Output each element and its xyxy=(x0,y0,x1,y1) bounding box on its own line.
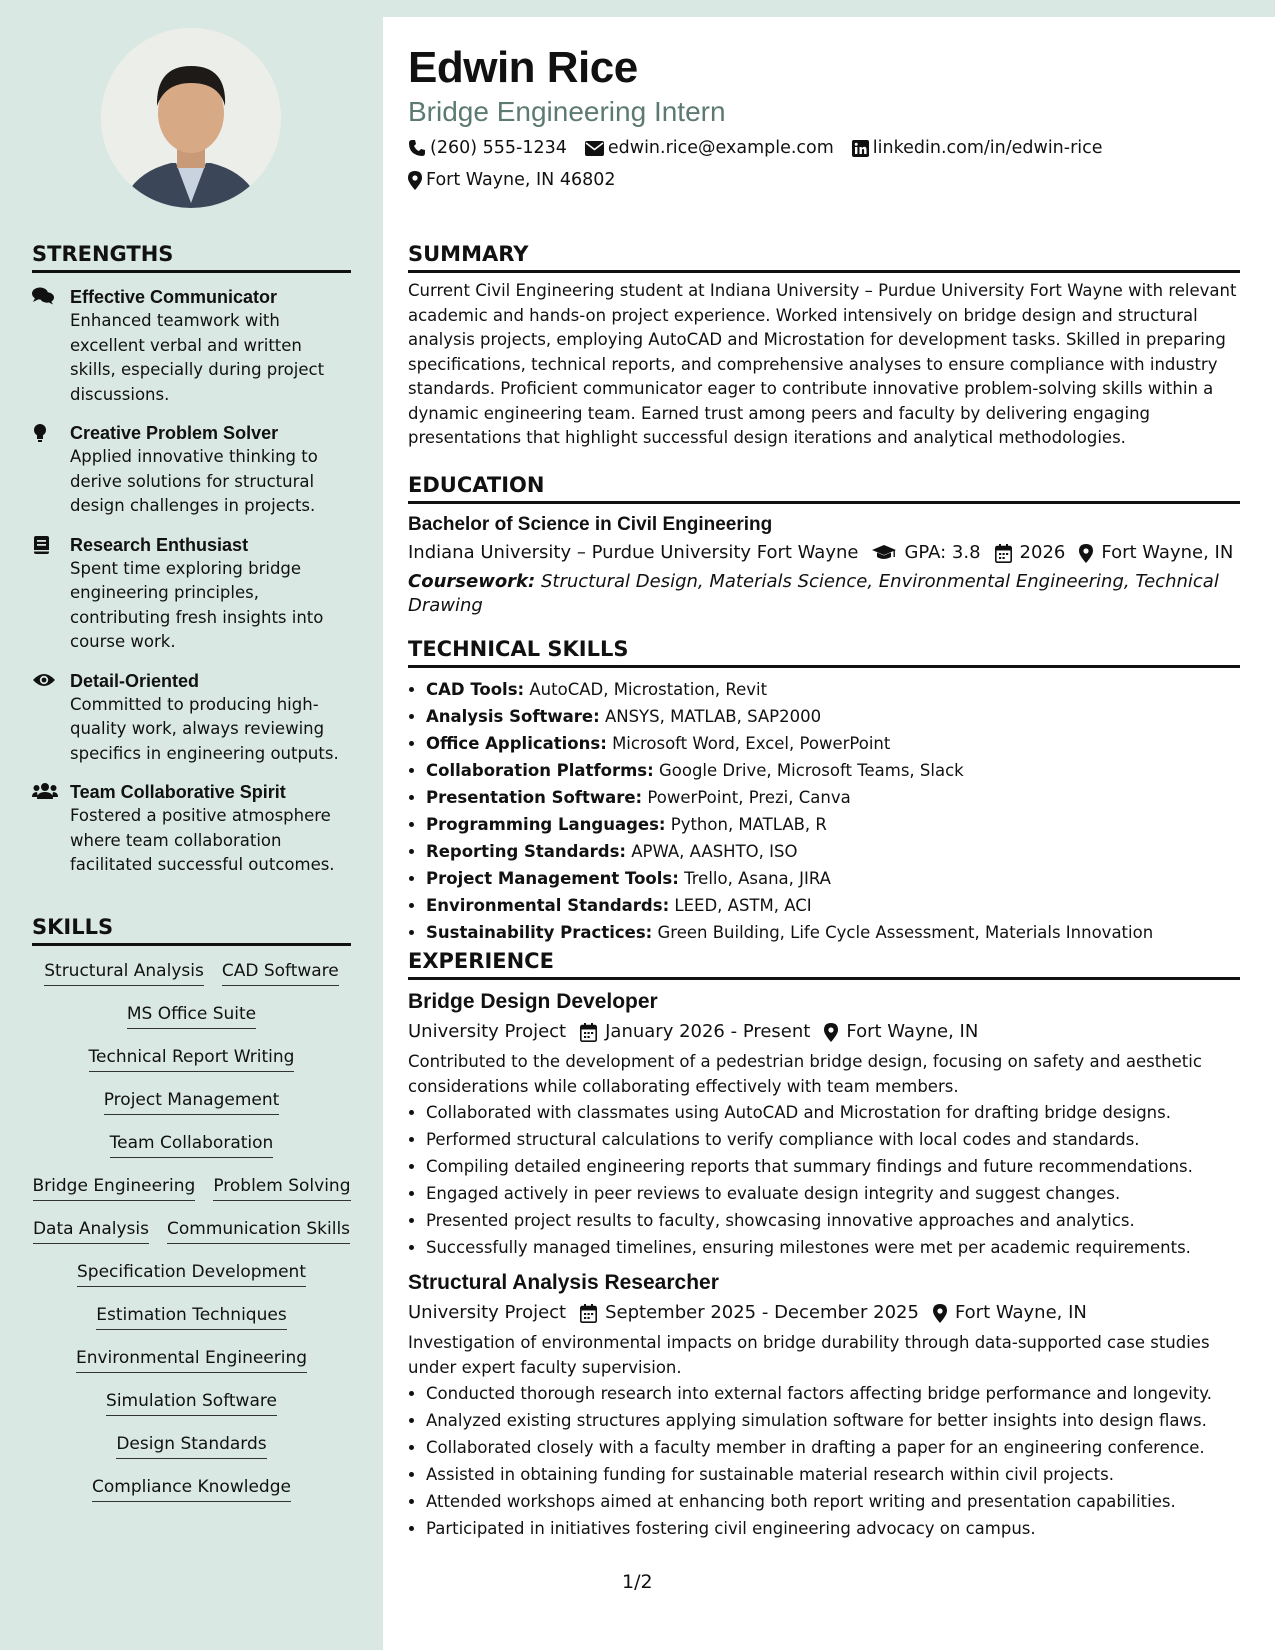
phone-icon xyxy=(408,139,426,157)
list-item: • Collaborated closely with a faculty member in drafting a paper for an engineering conference. xyxy=(426,1434,1240,1461)
linkedin-icon xyxy=(852,140,869,157)
strength-desc: Committed to producing high-quality work, always reviewing specifics in engineering outputs. xyxy=(70,694,339,763)
skill-tag: Bridge Engineering xyxy=(33,1173,196,1201)
list-item: • Performed structural calculations to verify compliance with local codes and standards. xyxy=(426,1126,1240,1153)
list-item: • Presented project results to faculty, showcasing innovative approaches and analytics. xyxy=(426,1207,1240,1234)
skill-tag: Estimation Techniques xyxy=(96,1302,286,1330)
strength-title: Creative Problem Solver xyxy=(70,423,279,443)
skill-tag: Environmental Engineering xyxy=(76,1345,307,1373)
list-item: • Analyzed existing structures applying simulation software for better insights into design flaws. xyxy=(426,1407,1240,1434)
skill-category: Office Applications: xyxy=(426,734,607,753)
main-content xyxy=(383,17,1275,1650)
map-pin-icon xyxy=(1079,544,1093,563)
job-bullets xyxy=(408,1380,1240,1542)
degree-title: Bachelor of Science in Civil Engineering xyxy=(408,514,773,535)
skill-values: LEED, ASTM, ACI xyxy=(674,896,812,915)
eye-icon xyxy=(32,669,70,767)
contact-linkedin[interactable] xyxy=(852,132,1103,164)
skills-section xyxy=(32,915,351,1502)
list-item: • Engaged actively in peer reviews to evaluate design integrity and suggest changes. xyxy=(426,1180,1240,1207)
experience-heading: EXPERIENCE xyxy=(408,949,1240,980)
strength-title: Detail-Oriented xyxy=(70,670,200,691)
job-meta xyxy=(408,1297,1240,1329)
strength-desc: Enhanced teamwork with excellent verbal and written skills, especially during project discussions. xyxy=(70,311,325,404)
contact-location xyxy=(408,164,616,196)
strength-title: Team Collaborative Spirit xyxy=(70,782,286,802)
list-item xyxy=(426,703,1240,730)
list-item xyxy=(426,865,1240,892)
skill-values: Trello, Asana, JIRA xyxy=(684,869,831,888)
map-pin-icon xyxy=(933,1304,947,1323)
coursework-list: Structural Design, Materials Science, Environmental Engineering, Technical Drawing xyxy=(408,571,1219,616)
email-text[interactable]: edwin.rice@example.com xyxy=(607,138,834,158)
calendar-icon xyxy=(995,544,1012,563)
job-entry xyxy=(408,1269,1240,1542)
strengths-section xyxy=(32,242,351,878)
job-location: Fort Wayne, IN xyxy=(954,1302,1087,1323)
skill-tag: Design Standards xyxy=(116,1431,266,1459)
list-item: • Conducted thorough research into external factors affecting bridge performance and longevity. xyxy=(426,1380,1240,1407)
job-entry xyxy=(408,988,1240,1261)
education-location: Fort Wayne, IN xyxy=(1101,542,1234,563)
list-item xyxy=(426,676,1240,703)
skill-category: Analysis Software: xyxy=(426,707,600,726)
skill-tag: Specification Development xyxy=(77,1259,306,1287)
skills-list xyxy=(32,958,351,1502)
coursework xyxy=(408,570,1240,618)
skill-values: Green Building, Life Cycle Assessment, Materials Innovation xyxy=(657,923,1154,942)
skill-values: PowerPoint, Prezi, Canva xyxy=(647,788,851,807)
skill-tag: Communication Skills xyxy=(167,1216,350,1244)
location-text: Fort Wayne, IN 46802 xyxy=(426,170,616,190)
job-meta xyxy=(408,1016,1240,1048)
job-description: Contributed to the development of a pedestrian bridge design, focusing on safety and aesthetic considerations while collaborating effectively with team members. xyxy=(408,1052,1202,1096)
school-name: Indiana University – Purdue University Fort Wayne xyxy=(408,542,859,563)
summary-heading: SUMMARY xyxy=(408,242,1240,273)
strength-item xyxy=(32,533,351,655)
technical-skills-heading: TECHNICAL SKILLS xyxy=(408,637,1240,668)
strength-item xyxy=(32,669,351,767)
job-title: Bridge Design Developer xyxy=(408,990,658,1013)
strength-item xyxy=(32,285,351,407)
strength-title: Research Enthusiast xyxy=(70,534,249,555)
skill-tag: MS Office Suite xyxy=(127,1001,256,1029)
strengths-heading: STRENGTHS xyxy=(32,242,351,273)
skill-values: Microsoft Word, Excel, PowerPoint xyxy=(612,734,891,753)
graduation-year: 2026 xyxy=(1019,542,1066,563)
coursework-label: Coursework: xyxy=(408,571,536,592)
calendar-icon xyxy=(580,1304,597,1323)
profile-photo xyxy=(101,28,281,208)
education-meta xyxy=(408,538,1240,568)
list-item: • Assisted in obtaining funding for sustainable material research within civil projects. xyxy=(426,1461,1240,1488)
skill-category: Collaboration Platforms: xyxy=(426,761,654,780)
job-org: University Project xyxy=(408,1021,567,1042)
skills-heading: SKILLS xyxy=(32,915,351,946)
strength-desc: Applied innovative thinking to derive solutions for structural design challenges in projects. xyxy=(70,447,318,515)
skill-values: AutoCAD, Microstation, Revit xyxy=(529,680,768,699)
education-heading: EDUCATION xyxy=(408,473,1240,504)
list-item: • Participated in initiatives fostering civil engineering advocacy on campus. xyxy=(426,1515,1240,1542)
calendar-icon xyxy=(580,1023,597,1042)
skill-category: Sustainability Practices: xyxy=(426,923,653,942)
job-location: Fort Wayne, IN xyxy=(846,1021,979,1042)
users-icon xyxy=(32,780,70,878)
job-org: University Project xyxy=(408,1302,567,1323)
skill-category: Presentation Software: xyxy=(426,788,643,807)
candidate-role: Bridge Engineering Intern xyxy=(408,96,726,127)
linkedin-text[interactable]: linkedin.com/in/edwin-rice xyxy=(872,138,1103,158)
list-item xyxy=(426,757,1240,784)
strength-title: Effective Communicator xyxy=(70,287,278,307)
comments-icon xyxy=(32,285,70,407)
gpa-text: GPA: 3.8 xyxy=(904,542,981,563)
lightbulb-icon xyxy=(32,421,70,519)
list-item: • Attended workshops aimed at enhancing both report writing and presentation capabilities. xyxy=(426,1488,1240,1515)
list-item xyxy=(426,811,1240,838)
job-description: Investigation of environmental impacts on bridge durability through data-supported case studies under expert faculty supervision. xyxy=(408,1333,1210,1377)
envelope-icon xyxy=(585,141,604,156)
skill-tag: Problem Solving xyxy=(213,1173,350,1201)
skill-values: Google Drive, Microsoft Teams, Slack xyxy=(658,761,964,780)
skill-tag: CAD Software xyxy=(222,958,339,986)
list-item xyxy=(426,838,1240,865)
skill-tag: Project Management xyxy=(104,1087,280,1115)
strength-desc: Fostered a positive atmosphere where team collaboration facilitated successful outcomes. xyxy=(70,806,335,874)
job-dates: September 2025 - December 2025 xyxy=(605,1302,919,1323)
skill-tag: Data Analysis xyxy=(33,1216,149,1244)
summary-text: Current Civil Engineering student at Indiana University – Purdue University Fort Wayne with relevant academic and hands-on project experience. Worked intensively on bridge design and structural analysis projects, employing AutoCAD and Microstation for development tasks. Skilled in preparing specifications, technical reports, and comprehensive analyses to ensure compliance with industry standards. Proficient communicator eager to contribute innovative problem-solving skills within a dynamic engineering team. Earned trust among peers and faculty by delivering engaging presentations that highlight successful design iterations and analytical methodologies. xyxy=(408,281,1237,447)
resume-header xyxy=(408,42,1248,196)
list-item xyxy=(426,919,1240,946)
list-item xyxy=(426,730,1240,757)
skill-tag: Compliance Knowledge xyxy=(92,1474,291,1502)
page-number: 1/2 xyxy=(622,1571,653,1593)
job-bullets xyxy=(408,1099,1240,1261)
strength-item xyxy=(32,780,351,878)
technical-skills-section xyxy=(408,637,1240,946)
job-title: Structural Analysis Researcher xyxy=(408,1271,719,1294)
candidate-name: Edwin Rice xyxy=(408,43,638,92)
contact-email[interactable] xyxy=(585,132,834,164)
skill-tag: Simulation Software xyxy=(106,1388,277,1416)
list-item: • Collaborated with classmates using AutoCAD and Microstation for drafting bridge designs. xyxy=(426,1099,1240,1126)
skill-values: Python, MATLAB, R xyxy=(670,815,827,834)
contact-info xyxy=(408,132,1248,196)
list-item: • Successfully managed timelines, ensuring milestones were met per academic requirements. xyxy=(426,1234,1240,1261)
list-item xyxy=(426,892,1240,919)
graduation-cap-icon xyxy=(872,544,896,562)
experience-section xyxy=(408,949,1240,1542)
summary-section xyxy=(408,242,1240,451)
skill-tag: Team Collaboration xyxy=(110,1130,274,1158)
skill-category: Programming Languages: xyxy=(426,815,666,834)
map-pin-icon xyxy=(408,171,422,190)
skill-category: CAD Tools: xyxy=(426,680,525,699)
contact-phone xyxy=(408,132,567,164)
skill-values: ANSYS, MATLAB, SAP2000 xyxy=(604,707,822,726)
education-section xyxy=(408,473,1240,618)
skill-category: Project Management Tools: xyxy=(426,869,679,888)
skill-tag: Structural Analysis xyxy=(44,958,204,986)
list-item: • Compiling detailed engineering reports that summary findings and future recommendations. xyxy=(426,1153,1240,1180)
phone-text: (260) 555-1234 xyxy=(430,138,567,158)
book-icon xyxy=(32,533,70,655)
skill-values: APWA, AASHTO, ISO xyxy=(631,842,798,861)
skill-category: Environmental Standards: xyxy=(426,896,670,915)
map-pin-icon xyxy=(824,1023,838,1042)
job-dates: January 2026 - Present xyxy=(605,1021,811,1042)
strength-desc: Spent time exploring bridge engineering principles, contributing fresh insights into course work. xyxy=(70,558,324,651)
strength-item xyxy=(32,421,351,519)
skill-tag: Technical Report Writing xyxy=(89,1044,295,1072)
skill-category: Reporting Standards: xyxy=(426,842,626,861)
technical-skills-list xyxy=(408,676,1240,946)
list-item xyxy=(426,784,1240,811)
